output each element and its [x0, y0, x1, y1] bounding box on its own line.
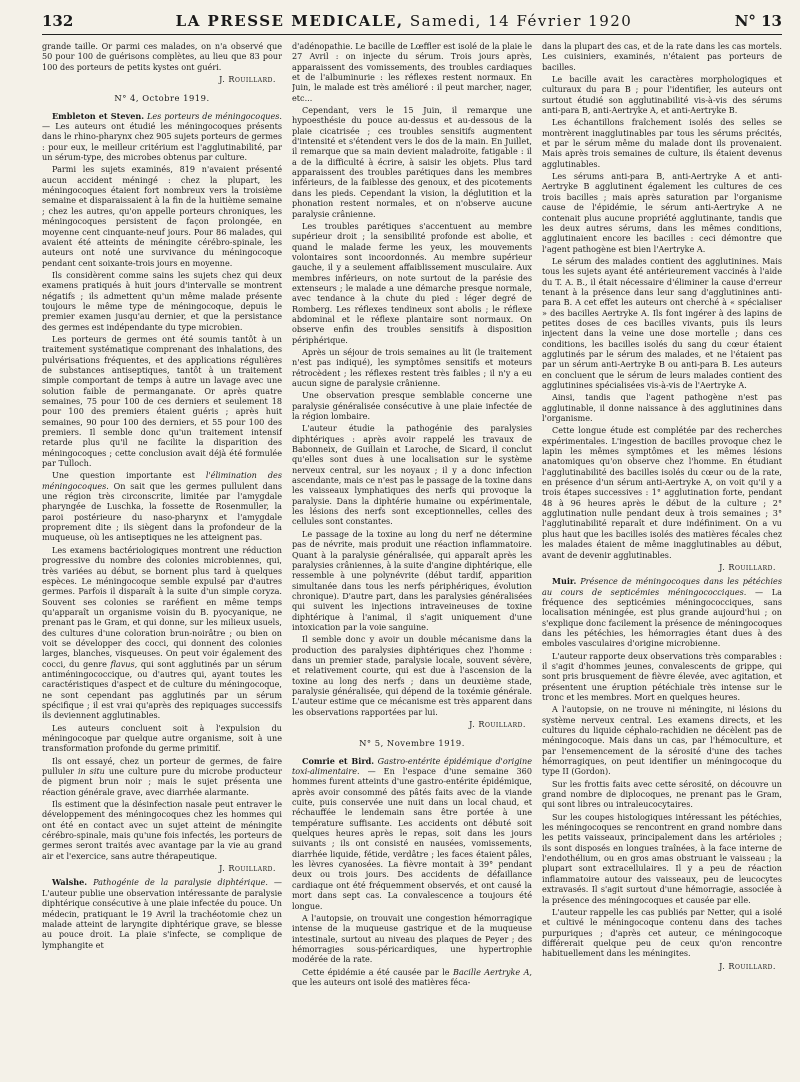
paragraph-text: — Les auteurs ont étudié les méningocoques présents dans le rhino-pharynx chez 905 sujets porteurs de germes : pour eux, le meilleur critérium est l'agglutinabilité, par un sérum-type, des microbes obtenus par culture.: [42, 121, 282, 163]
paragraph: Il semble donc y avoir un double mécanisme dans la production des paralysies diphtériques chez l'homme : dans un premier stade, paralysie locale, souvent sévère, et relativement courte, qui est due à l'ascension de la toxine au long des nerfs ; dans un deuxième stade, paralysie généralisée, qui dépend de la toxémie générale. L'auteur estime que ce mécanisme est très apparent dans les observations rapportées par lui.: [292, 634, 532, 717]
paragraph-text: que les auteurs ont isolé des matières féca-: [292, 976, 471, 987]
author-signature: J. Rouillard.: [719, 561, 776, 572]
author-signature: J. Rouillard.: [219, 74, 276, 85]
paragraph-text: une culture pure du microbe producteur de pigment brun noir ; mais le sujet présenta une réaction générale grave, avec diarrhée alarmante.: [42, 766, 282, 797]
paragraph-text: — En l'espace d'une semaine 360 hommes furent atteints d'une gastro-entérite épidémique, après avoir consommé des pâtés faits avec de la viande cuite, puis conservée une nuit dans un local chaud, et réchauffée le lendemain sans être portée à une température suffisante. Les accidents ont débuté soit quelques heures après le repas, soit dans les jours suivants ; ils ont consisté en nausées, vomissements, diarrhée liquide, fétide, verdâtre ; les faces étaient pâles, les lèvres cyanosées. La fièvre montait à 39° pendant deux ou trois jours. Des accidents de défaillance cardiaque ont été fréquemment observés, et ont causé la mort dans sept cas. La convalescence a toujours été longue.: [292, 766, 532, 911]
paragraph: Parmi les sujets examinés, 819 n'avaient présenté aucun accident méningé : chez la plupart, les méningocoques étaient fort nombreux vers la troisième semaine et disparaissaient à la fin de la huitième semaine ; chez les autres, qu'on appelle porteurs chroniques, les méningocoques persistent de façon prolongée, en moyenne cent cinquante-neuf jours. Pour 86 malades, qui avaient été atteints de méningite cérébro-spinale, les auteurs ont noté une survivance du méningocoque pendant cent soixante-trois jours en moyenne.: [42, 164, 282, 268]
section-heading: N° 5, Novembre 1919.: [359, 738, 465, 749]
paragraph-text: Les examens bactériologiques montrent une réduction progressive du nombre des colonies microbiennes, qui, très variées au début, se bornent plus tard à quelques espèces. Le méningocoque semble expulsé par d'autres germes. Parfois il disparaît à la suite d'un simple coryza. Souvent ses colonies se raréfient en même temps qu'apparaît un organisme voisin du B. pyocyanique, ne prenant pas le Gram, et qui donne, sur les milieux usuels, des cultures d'une coloration brun-noirâtre ; ou bien on voit se développer des cocci, qui donnent des colonies larges, blanches, visqueuses. On peut voir également des cocci, du genre: [42, 544, 282, 669]
paragraph: Sur les coupes histologiques intéressant les pétéchies, les méningocoques se rencontrent en grand nombre dans les petits vaisseaux, principalement dans les artérioles ; ils sont disposés en longues traînées, à la face interne de l'endothélium, ou en gros amas obstruant le vaisseau ; la plupart sont extracellulaires. Il y a peu de réaction inflammatoire autour des vaisseaux, peu de leucocytes extravasés. Il s'agit surtout d'une hémorragie, associée à la présence des méningocoques et causée par elle.: [542, 811, 782, 905]
issue-date: Samedi, 14 Février 1920: [409, 12, 633, 30]
paragraph: L'auteur étudie la pathogénie des paralysies diphtériques : après avoir rappelé les travaux de Babonneix, de Guillain et Laroche, de Sicard, il conclut qu'elles sont dues à une localisation sur le système nerveux central, sur les noyaux ; il y a donc infection ascendante, mais ce n'est pas le passage de la toxine dans les vaisseaux lymphatiques des nerfs qui provoque la paralysie. Dans la diphtérie humaine ou expérimentale, les lésions des nerfs sont exceptionnelles, celles des cellules sont constantes.: [292, 423, 532, 527]
paragraph: dans la plupart des cas, et de la rate dans les cas mortels. Les cuisiniers, examinés, n'étaient pas porteurs de bacilles.: [542, 41, 782, 72]
paragraph-text: Une question importante est: [52, 470, 195, 481]
paragraph: Après un séjour de trois semaines au lit (le traitement n'est pas indiqué), les symptômes sensitifs et moteurs rétrocèdent ; les réflexes restent très faibles ; il n'y a eu aucun signe de paralysie crânienne.: [292, 346, 532, 388]
issue-number: N° 13: [734, 12, 782, 30]
article-title: Présence de méningocoques dans les pétéchies au cours de septicémies méningococciques.: [542, 576, 782, 597]
column-middle: [292, 41, 532, 1081]
column-left: [42, 41, 282, 1081]
paragraph: L'auteur rappelle les cas publiés par Netter, qui a isolé et cultivé le méningocoque contenu dans des taches purpuriques ; d'après cet auteur, ce méningocoque différerait quelque peu de ceux qu'on rencontre habituellement dans les méningites.: [542, 906, 782, 959]
paragraph: [42, 545, 282, 721]
paragraph: [292, 967, 532, 988]
paragraph: Le bacille avait les caractères morphologiques et culturaux du para B ; pour l'identifier, les auteurs ont surtout étudié son agglutinabilité vis-à-vis des sérums anti-para B, anti-Aertryke A, et anti-Aertryke B.: [542, 74, 782, 116]
article-muir-intro: [542, 576, 782, 648]
paragraph: A l'autopsie, on trouvait une congestion hémorragique intense de la muqueuse gastrique et de la muqueuse intestinale, surtout au niveau des plaques de Peyer ; des hémorragies sous-péricardiques, une hypertrophie modérée de la rate.: [292, 912, 532, 965]
paragraph: [42, 470, 282, 542]
emphasis: l'élimination des méningocoques.: [42, 470, 282, 491]
paragraph: Les échantillons fraîchement isolés des selles se montrèrent inagglutinables par tous les sérums précités, et par le sérum même du malade dont ils provenaient. Mais après trois semaines de culture, ils étaient devenus agglutinables.: [542, 117, 782, 169]
paragraph: Les sérums anti-para B, anti-Aertryke A et anti-Aertryke B agglutinent également les cultures de ces trois bacilles ; mais après saturation par l'organisme cause de l'épidémie, le sérum anti-Aertryke A ne contenait plus aucune propriété agglutinante, tandis que les deux autres sérums, dans les mêmes conditions, agglutinaient encore les bacilles : ceci démontre que l'agent pathogène est bien l'Aertryke A.: [542, 171, 782, 254]
paragraph: [42, 756, 282, 797]
article-authors: Comrie et Bird.: [302, 755, 375, 766]
journal-masthead: [176, 12, 633, 30]
paragraph: Sur les frottis faits avec cette sérosité, on découvre un grand nombre de diplocoques, ne prenant pas le Gram, qui sont libres ou intraleucocytaires.: [542, 778, 782, 810]
paragraph-text: Ils ont essayé, chez un porteur de germes, de faire pulluler: [42, 755, 282, 777]
paragraph: Ils estiment que la désinfection nasale peut entraver le développement des méningocoques chez les hommes qui ont été en contact avec un sujet atteint de méningite cérébro-spinale, mais qu'une fois infectés, les porteurs de germes seront traités avec avantage par la vie au grand air et l'exercice, sans autre thérapeutique.: [42, 799, 282, 861]
article-title: Pathogénie de la paralysie diphtérique.: [93, 877, 268, 888]
page-number: 132: [42, 12, 74, 30]
article-embleton-intro: [42, 111, 282, 163]
article-authors: Muir.: [552, 576, 577, 587]
paragraph-text: qui sont agglutinés par un sérum antiméningococcique, ou d'autres qui, ayant toutes les caractéristiques d'aspect et de culture du méningocoque, ne sont cependant pas agglutinés par un sérum spécifique ; il est vrai qu'après des repiquages successifs ils deviennent agglutinables.: [42, 658, 282, 721]
author-signature: J. Rouillard.: [719, 960, 776, 971]
paragraph: Les porteurs de germes ont été soumis tantôt à un traitement systématique comprenant des inhalations, des pulvérisations fréquentes, et des applications régulières de substances antiseptiques, tantôt à un traitement simple comportant de temps à autre un lavage avec une solution faible de permanganate. Or après quatre semaines, 75 pour 100 de ces derniers et seulement 18 pour 100 des premiers étaient guéris ; après huit semaines, 90 pour 100 des derniers, et 55 pour 100 des premiers. Il semble donc qu'un traitement intensif retarde plus qu'il ne facilite la disparition des méningocoques ; cette conclusion avait déjà été formulée par Tulloch.: [42, 333, 282, 469]
paragraph-text: — L'auteur publie une observation intéressante de paralysie diphtérique consécutive à une plaie infectée du pouce. Un médecin, pratiquant le 19 Avril la trachéotomie chez un malade atteint de laryngite diphtérique grave, se blesse au pouce droit. La plaie s'infecte, se complique de lymphangite et: [42, 877, 282, 950]
paragraph: d'adénopathie. Le bacille de Lœffler est isolé de la plaie le 27 Avril : on injecte du sérum. Trois jours après, apparaissent des vomissements, des troubles cardiaques et de l'albuminurie : les réflexes restent normaux. En Juin, le malade est très amélioré : il peut marcher, nager, etc...: [292, 41, 532, 103]
paragraph: Ils considèrent comme sains les sujets chez qui deux examens pratiqués à huit jours d'intervalle se montrent négatifs ; ils admettent qu'un même malade présente toujours le même type de méningocoque, depuis le premier examen jusqu'au dernier, et que la persistance des germes est indépendante du type microbien.: [42, 269, 282, 332]
paragraph: Ainsi, tandis que l'agent pathogène n'est pas agglutinable, il donne naissance à des agglutinines dans l'organisme.: [542, 392, 782, 424]
column-right: [542, 41, 782, 1081]
emphasis: in situ: [77, 766, 105, 777]
article-authors: Embleton et Steven.: [52, 110, 145, 121]
paragraph: Le sérum des malades contient des agglutinines. Mais tous les sujets ayant été antérieurement vaccinés à l'aide du T. A. B., il était nécessaire d'éliminer la cause d'erreur tenant à la présence dans leur sang d'agglutinines anti-para B. A cet effet les auteurs ont cherché à « spécialiser » des bacilles Aertryke A. Ils font ingérer à des lapins de petites doses de ces bacilles vivants, puis ils leurs injectent dans la veine une dose mortelle ; dans ces conditions, les bacilles isolés du sang du cœur étaient agglutinés par le sérum des malades, et ne l'étaient pas par un sérum anti-Aertryke B ou anti-para B. Les auteurs en concluent que le sérum de leurs malades contient des agglutinines spécialisées vis-à-vis de l'Aertryke A.: [542, 255, 782, 390]
paragraph: Cependant, vers le 15 Juin, il remarque une hypoesthésie du pouce au-dessus et au-dessous de la plaie cicatrisée ; ces troubles sensitifs augmentent d'intensité et s'étendent vers le dos de la main. En Juillet, il remarque que sa main devient maladroite, fatigable : il a de la difficulté à écrire, à saisir les objets. Plus tard apparaissent des troubles parétiques dans les membres inférieurs, de la faiblesse des genoux, et des picotements dans les pieds. Cependant la vision, la déglutition et la phonation restent normales, et on n'observe aucune paralysie crânienne.: [292, 105, 532, 219]
article-title: Gastro-entérite épidémique d'origine toxi-alimentaire.: [292, 755, 532, 777]
article-walshe-intro: [42, 877, 282, 949]
emphasis: Bacille Aertryke A,: [453, 966, 532, 977]
author-signature: J. Rouillard.: [469, 719, 526, 729]
text-columns: [42, 41, 782, 1081]
paragraph: grande taille. Or parmi ces malades, on n'a observé que 50 pour 100 de guérisons complètes, au lieu que 83 pour 100 des porteurs de petits kystes ont guéri.: [42, 41, 282, 72]
paragraph: Cette longue étude est complétée par des recherches expérimentales. L'ingestion de bacilles provoque chez le lapin les mêmes symptômes et les mêmes lésions anatomiques qu'on observe chez l'homme. En étudiant l'agglutinabilité des bacilles isolés du cœur ou de la rate, en présence d'un sérum anti-Aertryke A, on voit qu'il y a trois étapes successives : 1° agglutination forte, pendant 48 à 96 heures après le début de la culture ; 2° agglutination nulle pendant deux à trois semaines ; 3° l'agglutinabilité reparaît et dure indéfiniment. On a vu plus haut que les bacilles isolés des matières fécales chez les malades étaient de même inagglutinables au début, avant de devenir agglutinables.: [542, 425, 782, 560]
section-heading: N° 4, Octobre 1919.: [114, 93, 210, 104]
author-signature: J. Rouillard.: [219, 863, 276, 874]
paragraph: Les auteurs concluent soit à l'expulsion du méningocoque par quelque autre organisme, soit à une transformation profonde du germe primitif.: [42, 722, 282, 754]
paragraph: Le passage de la toxine au long du nerf ne détermine pas de névrite, mais produit une réaction inflammatoire. Quant à la paralysie généralisée, qui apparaît après les paralysies crâniennes, à la suite d'angine diphtérique, elle ressemble à une polynévrite (début tardif, apparition simultanée dans tous les nerfs périphériques, évolution chronique). D'autre part, dans les paralysies généralisées qui suivent les injections intraveineuses de toxine diphtérique à l'animal, il s'agit uniquement d'une intoxication par la voie sanguine.: [292, 528, 532, 632]
paragraph: Les troubles parétiques s'accentuent au membre supérieur droit ; la sensibilité profonde est abolie, et quand le malade ferme les yeux, les mouvements volontaires sont incoordonnés. Au membre supérieur gauche, il y a seulement affaiblissement musculaire. Aux membres inférieurs, on note surtout de la parésie des extenseurs ; le malade a une démarche presque normale, avec tendance à la chute du pied : léger degré de Romberg. Les réflexes tendineux sont abolis ; le réflexe abdominal et le réflexe plantaire sont normaux. On observe enfin des troubles sensitifs à disposition périphérique.: [292, 220, 532, 345]
paragraph: Une observation presque semblable concerne une paralysie généralisée consécutive à une plaie infectée de la région lombaire.: [292, 390, 532, 422]
paragraph: A l'autopsie, on ne trouve ni méningite, ni lésions du système nerveux central. Les examens directs, et les cultures du liquide céphalo-rachidien ne décèlent pas de méningocoque. Mais dans un cas, par l'hémoculture, et par l'ensemencement de la sérosité d'une des taches hémorragiques, on peut identifier un méningocoque du type II (Gordon).: [542, 704, 782, 777]
paragraph-text: On sait que les germes pullulent dans une région très circonscrite, limitée par l'amygdale pharyngée de Luschka, la fossette de Rosenmuller, la paroi postérieure du naso-pharynx et l'amygdale proprement dite ; ils siègent dans la profondeur de la muqueuse, où les antiseptiques ne les atteignent pas.: [42, 480, 282, 543]
running-head: [42, 12, 782, 35]
article-comrie-intro: [292, 756, 532, 911]
emphasis: flavus,: [110, 658, 138, 669]
paragraph-text: Cette épidémie a été causée par le: [302, 966, 450, 977]
article-title: Les porteurs de méningocoques.: [146, 110, 282, 121]
paragraph: L'auteur rapporte deux observations très comparables : il s'agit d'hommes jeunes, convalescents de grippe, qui sont pris brusquement de fièvre élevée, avec agitation, et présentent une éruption pétéchiale très intense sur le tronc et les membres. Mort en quelques heures.: [542, 650, 782, 702]
paragraph-text: — La fréquence des septicémies méningococciques, sans localisation méningée, est plus grande aujourd'hui ; on s'explique donc facilement la présence de méningocoques dans les pétéchies, les hémorragies étant dues à des emboles vasculaires d'origine microbienne.: [542, 586, 782, 649]
article-authors: Walshe.: [52, 877, 88, 888]
journal-title: LA PRESSE MEDICALE,: [175, 12, 404, 30]
